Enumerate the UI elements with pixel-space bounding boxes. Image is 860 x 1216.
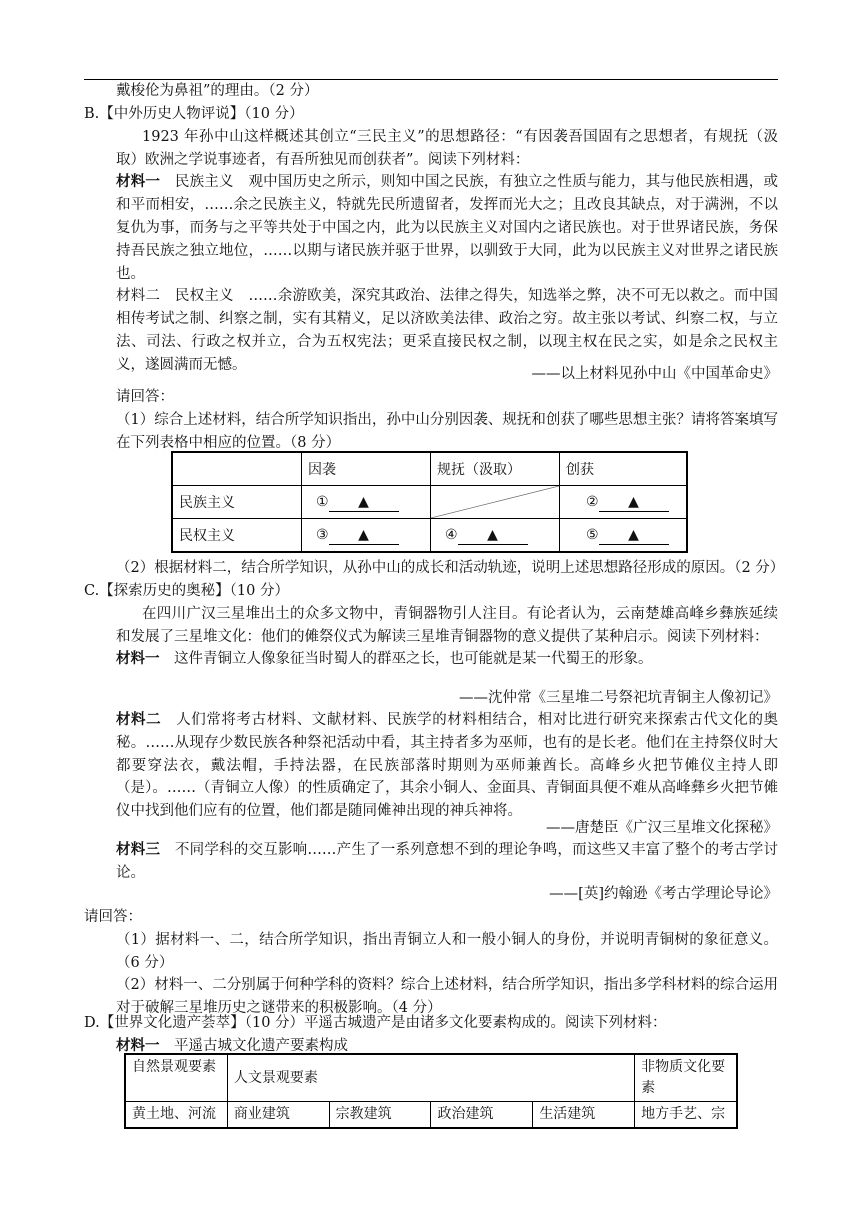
section-c-heading: C.【探索历史的奥秘】（10 分） bbox=[84, 583, 289, 599]
blank-number: ⑤ bbox=[586, 526, 599, 543]
intro-text: 1923 年孙中山这样概述其创立“三民主义”的思想路径：“有因袭吾国固有之思想者，有规抚（汲取）欧洲之学说事迹者，有吾所独见而创获者”。阅读下列材料： bbox=[116, 128, 778, 168]
material-label: 材料二 bbox=[116, 711, 162, 728]
section-b-source: ——以上材料见孙中山《中国革命史》 bbox=[531, 366, 778, 382]
section-c-material-1 bbox=[84, 648, 778, 671]
answer-blank[interactable]: ▲ bbox=[329, 493, 399, 512]
section-c-questions bbox=[84, 906, 778, 1020]
section-c-source-1: ——沈仲常《三星堆二号祭祀坑青铜主人像初记》 bbox=[459, 690, 778, 706]
intro-text: 在四川广汉三星堆出土的众多文物中，青铜器物引人注目。有论者认为，云南楚雄高峰乡彝族延续和发展了三星堆文化：他们的傩祭仪式为解读三星堆青铜器物的意义提供了某种启示。阅读下列材料： bbox=[116, 605, 778, 645]
answer-cell-1 bbox=[302, 486, 431, 519]
tail-text: 戴梭伦为鼻祖”的理由。（2 分） bbox=[116, 83, 319, 99]
answer-table bbox=[171, 451, 688, 553]
material-text: 民权主义 ……余游欧美，深究其政治、法律之得失，知选举之弊，决不可无以救之。而中国相传考试之制、纠察之制，实有其精义，足以济欧美法律、政治之穷。故主张以考试、纠察二权，与立法、司法、行政之权并立，合为五权宪法；更采直接民权之制，以现主权在民之实，如是余之民权主义，遂圆满而无憾。 bbox=[116, 288, 779, 373]
answer-cell-5 bbox=[560, 519, 688, 553]
material-label: 材料一 bbox=[116, 173, 161, 191]
diagonal-cell bbox=[431, 486, 560, 519]
material-label: 材料一 bbox=[116, 650, 160, 668]
ask-label: 请回答： bbox=[116, 389, 174, 405]
ask-label: 请回答： bbox=[84, 909, 142, 925]
diagonal-line bbox=[431, 486, 559, 518]
heritage-table bbox=[124, 1053, 738, 1129]
section-b-heading: B.【中外历史人物评说】（10 分） bbox=[84, 106, 304, 122]
blank-number: ③ bbox=[316, 526, 329, 543]
header-intangible: 非物质文化要素 bbox=[635, 1054, 737, 1102]
section-c-intro bbox=[84, 603, 778, 649]
blank-number: ④ bbox=[445, 526, 458, 543]
cell: 宗教建筑 bbox=[329, 1102, 431, 1129]
header-empty bbox=[172, 452, 302, 486]
section-b bbox=[84, 103, 778, 377]
material-text: 人们常将考古材料、文献材料、民族学的材料相结合，相对比进行研究来探索古代文化的奥秘。……从现存少数民族各种祭祀活动中看，其主持者多为巫师，也有的是长老。他们在主持祭仪时大都要穿法衣，戴法帽，手持法器，在民族部落时期则为巫师兼酋长。高峰乡火把节傩仪主持人即（是）。……（青铜立人像）的性质确定了，其余小铜人、金面具、青铜面具便不难从高峰彝乡火把节傩仪中找到他们应有的位置，他们都是随同傩神出现的神兵神将。 bbox=[116, 712, 779, 820]
answer-blank[interactable]: ▲ bbox=[599, 493, 669, 512]
cell: 商业建筑 bbox=[227, 1102, 329, 1129]
section-c-material-3-block bbox=[84, 839, 778, 885]
header-create: 创获 bbox=[560, 452, 688, 486]
header-natural: 自然景观要素 bbox=[125, 1054, 227, 1102]
cell: 地方手艺、宗 bbox=[635, 1102, 737, 1129]
row-label: 民族主义 bbox=[172, 486, 302, 519]
answer-cell-4 bbox=[431, 519, 560, 553]
section-d-heading: D.【世界文化遗产荟萃】（10 分）平遥古城遗产是由诸多文化要素构成的。阅读下列材料： bbox=[84, 1015, 667, 1031]
material-label: 材料一 bbox=[116, 1036, 160, 1054]
material-text: 平遥古城文化遗产要素构成 bbox=[159, 1037, 348, 1054]
section-c bbox=[84, 580, 778, 671]
question-1: （1）据材料一、二，结合所学知识，指出青铜立人和一般小铜人的身份，并说明青铜树的象征意义。（6 分） bbox=[116, 931, 778, 971]
section-c-material-2-block bbox=[84, 709, 778, 823]
cell: 黄土地、河流 bbox=[125, 1102, 227, 1129]
blank-number: ① bbox=[316, 493, 329, 510]
material-text: 这件青铜立人像象征当时蜀人的群巫之长，也可能就是某一代蜀王的形象。 bbox=[159, 651, 653, 668]
header-borrow: 规抚（汲取） bbox=[431, 452, 560, 486]
section-b-intro bbox=[84, 126, 778, 172]
answer-cell-2 bbox=[560, 486, 688, 519]
material-text: 民族主义 观中国历史之所示，则知中国之民族，有独立之性质与能力，其与他民族相遇，或和平而相安，……余之民族主义，特就先民所遗留者，发挥而光大之；且改良其缺点，对于满洲，不以复仇为事，而务与之平等共处于中国之内，此为以民族主义对国内之诸民族也。对于世界诸民族，务保持吾民族之独立地位，……以期与诸民族并驱于世界，以驯致于大同，此为以民族主义对世界之诸民族也。 bbox=[116, 174, 779, 282]
row-label: 民权主义 bbox=[172, 519, 302, 553]
cell: 生活建筑 bbox=[533, 1102, 635, 1129]
header-inherit: 因袭 bbox=[302, 452, 431, 486]
question-2: （2）根据材料二，结合所学知识，从孙中山的成长和活动轨迹，说明上述思想路径形成的原因。（2 分） bbox=[116, 560, 785, 576]
section-c-source-2: ——唐楚臣《广汉三星堆文化探秘》 bbox=[546, 820, 778, 836]
material-label: 材料三 bbox=[116, 841, 161, 858]
previous-question-tail bbox=[84, 80, 778, 103]
section-b-questions bbox=[84, 386, 778, 454]
question-1: （1）综合上述材料，结合所学知识指出，孙中山分别因袭、规抚和创获了哪些思想主张？请将答案填写在下列表格中相应的位置。（8 分） bbox=[116, 411, 778, 451]
section-c-material-2 bbox=[84, 709, 778, 823]
header-cultural: 人文景观要素 bbox=[227, 1054, 634, 1102]
material-label: 材料二 bbox=[116, 288, 161, 305]
answer-blank[interactable]: ▲ bbox=[458, 526, 528, 545]
answer-blank[interactable]: ▲ bbox=[329, 526, 399, 545]
section-b-material-1 bbox=[84, 171, 778, 285]
cell: 政治建筑 bbox=[431, 1102, 533, 1129]
blank-number: ② bbox=[586, 493, 599, 510]
answer-cell-3 bbox=[302, 519, 431, 553]
section-c-source-3: ——[英]约翰逊《考古学理论导论》 bbox=[549, 886, 778, 902]
section-b-q2 bbox=[84, 557, 785, 580]
question-2: （2）材料一、二分别属于何种学科的资料？综合上述材料，结合所学知识，指出多学科材料的综合运用对于破解三星堆历史之谜带来的积极影响。（4 分） bbox=[116, 977, 778, 1017]
section-d bbox=[84, 1012, 778, 1058]
material-text: 不同学科的交互影响……产生了一系列意想不到的理论争鸣，而这些又丰富了整个的考古学讨论。 bbox=[116, 842, 779, 881]
answer-blank[interactable]: ▲ bbox=[599, 526, 669, 545]
section-c-material-3 bbox=[84, 839, 778, 885]
